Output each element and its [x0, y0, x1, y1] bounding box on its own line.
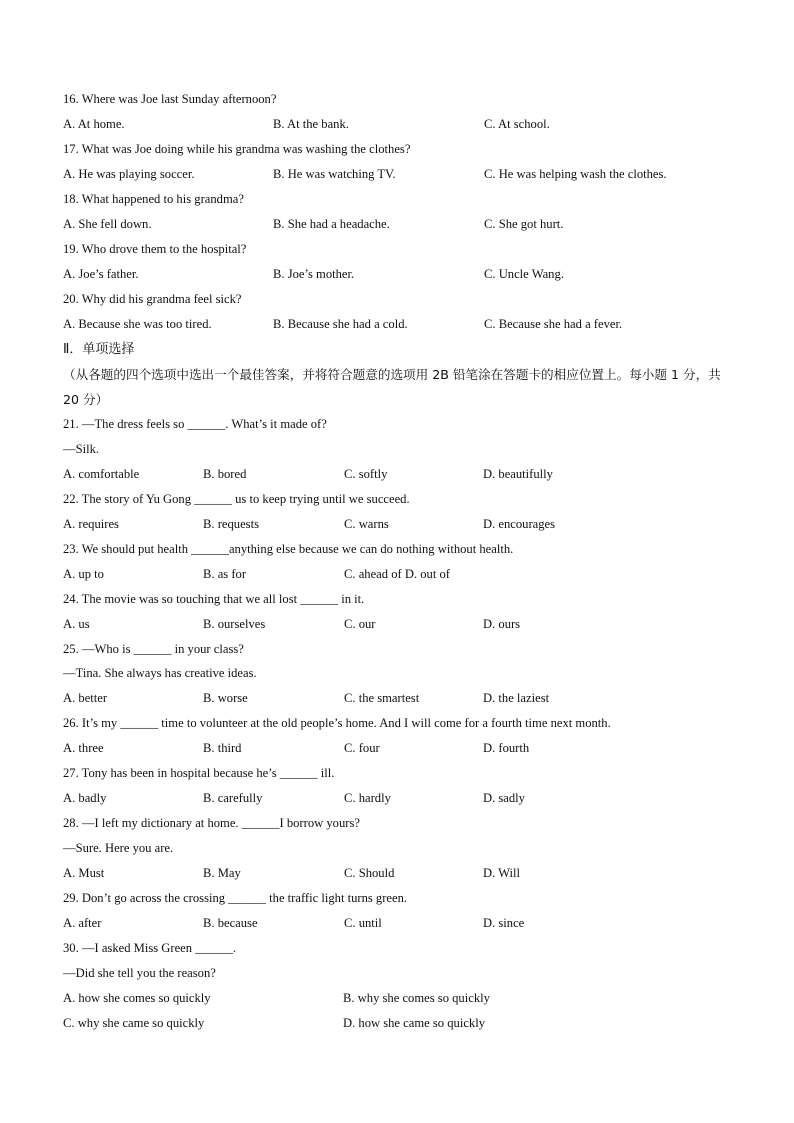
option-d: D. Will — [483, 866, 521, 880]
option-a: A. He was playing soccer. — [63, 167, 195, 181]
question-18: 18. What happened to his grandma? — [63, 192, 244, 206]
option-c: C. hardly — [344, 791, 391, 805]
option-d: D. encourages — [483, 517, 556, 531]
option-b: B. as for — [203, 567, 247, 581]
option-c: C. Uncle Wang. — [484, 267, 564, 281]
option-c: C. Because she had a fever. — [484, 317, 623, 331]
question-23: 23. We should put health ______anything else because we can do nothing without health. — [63, 542, 514, 556]
options-19 — [63, 262, 743, 287]
option-a: A. Must — [63, 866, 105, 880]
option-c: C. the smartest — [344, 691, 420, 705]
option-a: A. requires — [63, 517, 119, 531]
options-28 — [63, 861, 743, 886]
option-c: C. four — [344, 741, 380, 755]
option-b: B. Joe’s mother. — [273, 267, 355, 281]
option-b: B. At the bank. — [273, 117, 349, 131]
options-25 — [63, 686, 743, 711]
option-b: B. carefully — [203, 791, 263, 805]
question-26: 26. It’s my ______ time to volunteer at the old people’s home. And I will come for a fourth time next month. — [63, 716, 611, 730]
option-c: C. Should — [344, 866, 395, 880]
options-18 — [63, 212, 743, 237]
option-c: C. until — [344, 916, 382, 930]
options-30-row1 — [63, 986, 743, 1011]
section-instruction: （从各题的四个选项中选出一个最佳答案，并将符合题意的选项用 2B 铅笔涂在答题卡的相应位置上。每小题 1 分，共 20 分） — [63, 367, 721, 407]
option-b: B. He was watching TV. — [273, 167, 396, 181]
option-c-d: C. ahead of D. out of — [344, 567, 450, 581]
question-27: 27. Tony has been in hospital because he’s ______ ill. — [63, 766, 335, 780]
option-d: D. since — [483, 916, 525, 930]
question-21: 21. —The dress feels so ______. What’s it made of? — [63, 417, 327, 431]
question-19: 19. Who drove them to the hospital? — [63, 242, 247, 256]
option-d: D. ours — [483, 617, 521, 631]
option-c: C. softly — [344, 467, 388, 481]
options-30-row2 — [63, 1011, 743, 1036]
option-a: A. comfortable — [63, 467, 140, 481]
option-c: C. our — [344, 617, 376, 631]
options-20 — [63, 312, 743, 337]
option-a: A. Because she was too tired. — [63, 317, 212, 331]
option-b: B. She had a headache. — [273, 217, 390, 231]
option-d: D. the laziest — [483, 691, 550, 705]
option-b: B. May — [203, 866, 241, 880]
option-b: B. because — [203, 916, 258, 930]
option-a: A. Joe’s father. — [63, 267, 139, 281]
option-a: A. us — [63, 617, 90, 631]
option-b: B. ourselves — [203, 617, 266, 631]
options-17 — [63, 162, 743, 187]
options-24 — [63, 612, 743, 637]
option-c: C. At school. — [484, 117, 550, 131]
options-22 — [63, 512, 743, 537]
question-17: 17. What was Joe doing while his grandma was washing the clothes? — [63, 142, 411, 156]
question-28: 28. —I left my dictionary at home. ______I borrow yours? — [63, 816, 360, 830]
question-20: 20. Why did his grandma feel sick? — [63, 292, 242, 306]
option-c: C. why she came so quickly — [63, 1016, 205, 1030]
options-26 — [63, 736, 743, 761]
options-23 — [63, 562, 743, 587]
option-a: A. after — [63, 916, 102, 930]
question-16: 16. Where was Joe last Sunday afternoon? — [63, 92, 277, 106]
section-title: Ⅱ．单项选择 — [63, 342, 135, 357]
question-21-reply: —Silk. — [63, 442, 100, 456]
option-b: B. third — [203, 741, 242, 755]
options-27 — [63, 786, 743, 811]
question-30: 30. —I asked Miss Green ______. — [63, 941, 237, 955]
option-a: A. better — [63, 691, 108, 705]
options-21 — [63, 462, 743, 487]
option-a: A. At home. — [63, 117, 125, 131]
option-c: C. He was helping wash the clothes. — [484, 167, 667, 181]
option-a: A. three — [63, 741, 104, 755]
question-28-reply: —Sure. Here you are. — [63, 841, 174, 855]
option-a: A. up to — [63, 567, 104, 581]
option-b: B. why she comes so quickly — [343, 991, 490, 1005]
option-a: A. badly — [63, 791, 107, 805]
question-25-reply: —Tina. She always has creative ideas. — [63, 666, 257, 680]
option-d: D. beautifully — [483, 467, 553, 481]
option-d: D. fourth — [483, 741, 530, 755]
options-29 — [63, 911, 743, 936]
question-22: 22. The story of Yu Gong ______ us to keep trying until we succeed. — [63, 492, 410, 506]
option-b: B. Because she had a cold. — [273, 317, 408, 331]
question-29: 29. Don’t go across the crossing ______ the traffic light turns green. — [63, 891, 408, 905]
option-b: B. worse — [203, 691, 248, 705]
question-24: 24. The movie was so touching that we all lost ______ in it. — [63, 592, 365, 606]
option-d: D. how she came so quickly — [343, 1016, 485, 1030]
option-c: C. She got hurt. — [484, 217, 564, 231]
option-d: D. sadly — [483, 791, 525, 805]
option-b: B. bored — [203, 467, 247, 481]
option-c: C. warns — [344, 517, 389, 531]
option-a: A. how she comes so quickly — [63, 991, 211, 1005]
question-25: 25. —Who is ______ in your class? — [63, 642, 244, 656]
option-b: B. requests — [203, 517, 259, 531]
question-30-reply: —Did she tell you the reason? — [63, 966, 216, 980]
option-a: A. She fell down. — [63, 217, 152, 231]
options-16 — [63, 112, 743, 137]
